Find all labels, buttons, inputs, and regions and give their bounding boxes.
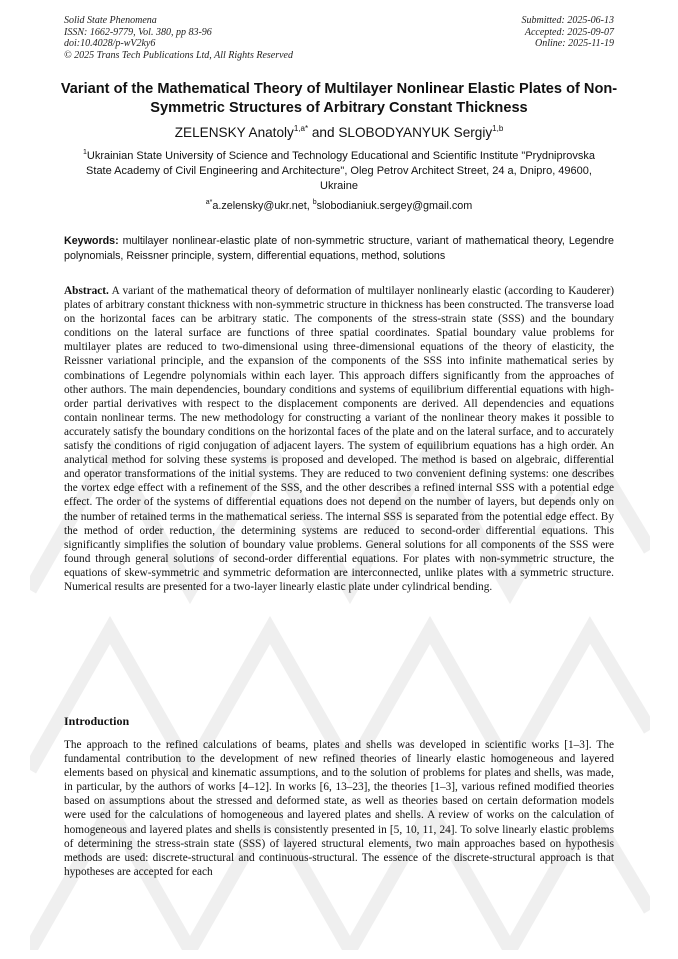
email-a-mark: a* <box>205 199 213 206</box>
author-conjunction: and <box>308 125 339 140</box>
author-list <box>40 124 638 142</box>
affiliation-mark: 1 <box>82 149 87 156</box>
issn-volume: ISSN: 1662-9779, Vol. 380, pp 83-96 <box>64 26 212 38</box>
copyright: © 2025 Trans Tech Publications Ltd, All Rights Reserved <box>64 49 293 61</box>
email-separator: , <box>306 200 313 212</box>
introduction-text: The approach to the refined calculations of beams, plates and shells was developed in scientific works [1–3]. The fundamental contribution to the development of new refined theories of linearly elastic homogeneous and layered elements based on physical and kinematic assumptions, and to the solution of problems for plates and shells, was made, in particular, by the authors of works [4–12]. In works [6, 13–23], the theories [1–3], various refined modified theories based on assumptions about the stressed and deformed state, as well as theories based on certain deformation models were used for the calculations of homogeneous and layered plates and shells. A review of works on the calculation of homogeneous and layered plates and shells is consistently presented in [5, 10, 11, 24]. To solve linearly elastic problems of determining the stress-strain state (SSS) of layered structural elements, two main approaches based on hypothesis methods are used: discrete-structural and continuous-structural. The essence of the discrete-structural approach is that hypotheses are accepted for each <box>64 739 614 878</box>
submitted-date: Submitted: 2025-06-13 <box>521 15 614 26</box>
abstract-label: Abstract. <box>64 285 109 297</box>
publication-dates <box>522 15 615 50</box>
doi[interactable]: doi:10.4028/p-wV2ky6 <box>64 38 156 50</box>
email-b-mark: b <box>312 199 317 206</box>
introduction-heading: Introduction <box>64 714 130 728</box>
email-a[interactable]: a.zelensky@ukr.net <box>212 200 307 212</box>
keywords-text: multilayer nonlinear-elastic plate of non-symmetric structure, variant of mathematical theory, Legendre polynomials, Reissner principle, system, differential equations, method, solutions <box>64 235 614 262</box>
journal-header <box>64 15 614 63</box>
author-emails <box>40 199 638 213</box>
accepted-date: Accepted: 2025-09-07 <box>524 26 614 38</box>
email-b[interactable]: slobodianiuk.sergey@gmail.com <box>316 200 473 212</box>
journal-name: Solid State Phenomena <box>64 15 157 26</box>
affiliation <box>70 149 608 194</box>
author-1: ZELENSKY Anatoly <box>174 125 294 140</box>
keywords-label: Keywords: <box>64 235 119 247</box>
keywords-block <box>64 234 614 264</box>
paper-title: Variant of the Mathematical Theory of Multilayer Nonlinear Elastic Plates of Non-Symmetric Structures of Arbitrary Constant Thickness <box>60 81 618 116</box>
author-1-affiliation-mark: 1,a* <box>293 124 309 133</box>
abstract-text: A variant of the mathematical theory of deformation of multilayer nonlinearly elastic (according to Kauderer) plates of arbitrary constant thickness with non-symmetric structure in thickness has been constructed. The transverse load on the horizontal faces can be arbitrary static. The components of the stress-strain state (SSS) and the boundary conditions on the lateral surface are functions of three spatial coordinates. Spatial boundary value problems for multilayer plates are reduced to two-dimensional using three-dimensional equations of the theory of elasticity, the Reissner variational principle, and the expansion of the components of the SSS into infinite mathematical series by combinations of Legendre polynomials within each layer. This approach differs significantly from the approaches of other authors. The main dependencies, boundary conditions and systems of equilibrium differential equations with high-order partial derivatives with respect to the displacement components are derived. All dependencies and equations contain nonlinear terms. The new methodology for constructing a variant of the nonlinear theory makes it possible to accurately satisfy the boundary conditions on the horizontal faces of the plate and on the lateral surface, and to accurately satisfy the conditions of rigid conjugation of adjacent layers. The system of equilibrium equations has a high order. An analytical method for solving these systems is proposed and developed. The method is based on algebraic, differential and operator transformations of the initial systems. They are reduced to two convenient defining systems: one describes the vortex edge effect with a refinement of the SSS, and the other describes a refined internal SSS with a potential edge effect. The order of the systems of differential equations does not depend on the number of layers, but depends only on the number of retained terms in the mathematical seriess. The internal SSS is separated from the potential edge effect. By the method of order reduction, the determining systems are reduced to second-order differential equations. This significantly simplifies the solution of boundary value problems. General solutions for all components of the SSS were found through general solutions of second-order differential equations. For plates with non-symmetric structure, the equations of skew-symmetric and symmetric deformation are interconnected, unlike plates with a symmetric structure. Numerical results are presented for a two-layer linearly elastic plate under cylindrical bending. <box>64 285 614 593</box>
abstract-block <box>64 284 614 594</box>
online-date: Online: 2025-11-19 <box>535 38 614 50</box>
author-2: SLOBODYANYUK Sergiy <box>338 125 493 140</box>
affiliation-text: Ukrainian State University of Science and Technology Educational and Scientific Institute "Prydniprovska State Academy of Civil Engineering and Architecture", Oleg Petrov Architect Street, 24 a, Dnipro, 49600, Ukraine <box>86 150 596 192</box>
journal-info <box>64 15 293 61</box>
author-2-affiliation-mark: 1,b <box>492 124 504 133</box>
